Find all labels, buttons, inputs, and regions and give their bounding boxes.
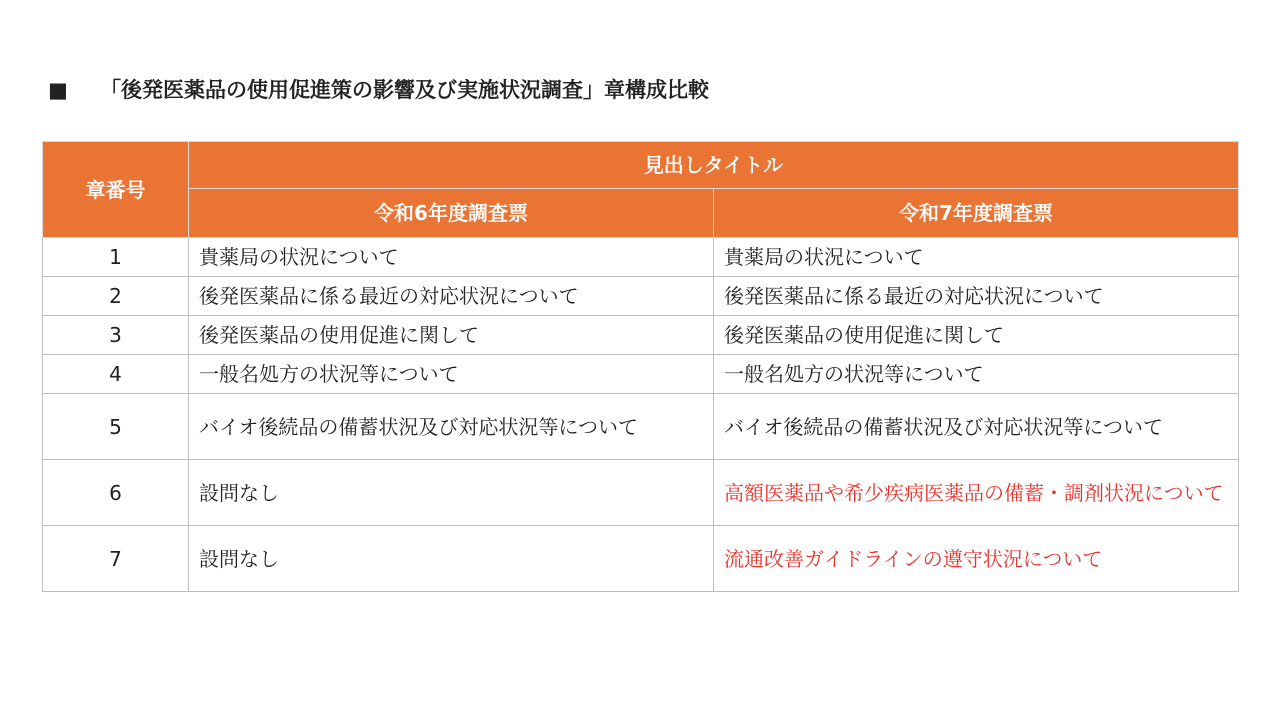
header-chapter-no: 章番号 [43, 142, 189, 238]
table-row [43, 460, 1239, 526]
header-r6: 令和6年度調査票 [189, 189, 714, 238]
r6-title: 後発医薬品に係る最近の対応状況について [189, 277, 714, 316]
table-row [43, 316, 1239, 355]
chapter-comparison-table [42, 141, 1239, 592]
table-row [43, 526, 1239, 592]
r6-title: 設問なし [189, 460, 714, 526]
table-row [43, 238, 1239, 277]
chapter-number: 5 [43, 394, 189, 460]
table-header [43, 142, 1239, 238]
r7-title: バイオ後続品の備蓄状況及び対応状況等について [714, 394, 1239, 460]
r7-title: 後発医薬品に係る最近の対応状況について [714, 277, 1239, 316]
r6-title: 設問なし [189, 526, 714, 592]
r6-title: 貴薬局の状況について [189, 238, 714, 277]
r7-title-new: 高額医薬品や希少疾病医薬品の備蓄・調剤状況について [714, 460, 1239, 526]
r7-title: 貴薬局の状況について [714, 238, 1239, 277]
header-r7: 令和7年度調査票 [714, 189, 1239, 238]
chapter-number: 6 [43, 460, 189, 526]
title-text: 「後発医薬品の使用促進策の影響及び実施状況調査」章構成比較 [100, 78, 709, 102]
r7-title: 後発医薬品の使用促進に関して [714, 316, 1239, 355]
header-row-top [43, 142, 1239, 189]
chapter-number: 3 [43, 316, 189, 355]
table-row [43, 355, 1239, 394]
chapter-number: 2 [43, 277, 189, 316]
chapter-number: 4 [43, 355, 189, 394]
table-body [43, 238, 1239, 592]
r7-title: 一般名処方の状況等について [714, 355, 1239, 394]
chapter-number: 1 [43, 238, 189, 277]
r6-title: 後発医薬品の使用促進に関して [189, 316, 714, 355]
header-heading-title: 見出しタイトル [189, 142, 1239, 189]
header-row-sub [43, 189, 1239, 238]
r6-title: 一般名処方の状況等について [189, 355, 714, 394]
table-row [43, 277, 1239, 316]
page-title [48, 74, 709, 104]
r7-title-new: 流通改善ガイドラインの遵守状況について [714, 526, 1239, 592]
r6-title: バイオ後続品の備蓄状況及び対応状況等について [189, 394, 714, 460]
chapter-number: 7 [43, 526, 189, 592]
title-bullet: ■ [48, 78, 68, 102]
table-row [43, 394, 1239, 460]
